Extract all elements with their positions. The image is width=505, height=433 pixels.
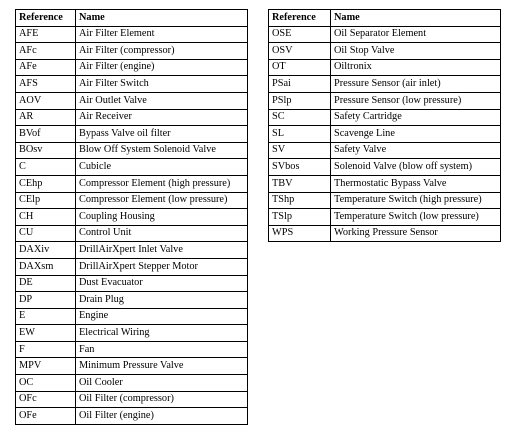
- reference-cell: DE: [16, 275, 76, 292]
- reference-cell: CU: [16, 225, 76, 242]
- table-row: [269, 126, 501, 143]
- reference-cell: OFc: [16, 391, 76, 408]
- table-header-row: [16, 10, 248, 27]
- reference-cell: CElp: [16, 192, 76, 209]
- table-row: [16, 43, 248, 60]
- name-cell: Safety Cartridge: [331, 109, 501, 126]
- table-row: [269, 175, 501, 192]
- reference-cell: AOV: [16, 92, 76, 109]
- name-cell: Temperature Switch (high pressure): [331, 192, 501, 209]
- reference-cell: OFe: [16, 408, 76, 425]
- table-row: [16, 292, 248, 309]
- table-row: [269, 76, 501, 93]
- column-header-reference: Reference: [269, 10, 331, 27]
- reference-cell: SL: [269, 126, 331, 143]
- table-row: [269, 192, 501, 209]
- reference-cell: MPV: [16, 358, 76, 375]
- name-cell: Coupling Housing: [76, 209, 248, 226]
- name-cell: Air Outlet Valve: [76, 92, 248, 109]
- reference-cell: CH: [16, 209, 76, 226]
- table-row: [16, 308, 248, 325]
- table-row: [16, 358, 248, 375]
- name-cell: Temperature Switch (low pressure): [331, 209, 501, 226]
- name-cell: Oil Filter (compressor): [76, 391, 248, 408]
- reference-cell: AFc: [16, 43, 76, 60]
- table-row: [16, 192, 248, 209]
- table-row: [16, 59, 248, 76]
- name-cell: Compressor Element (high pressure): [76, 175, 248, 192]
- name-cell: Working Pressure Sensor: [331, 225, 501, 242]
- table-row: [16, 242, 248, 259]
- table-row: [16, 76, 248, 93]
- table-row: [16, 391, 248, 408]
- name-cell: Drain Plug: [76, 292, 248, 309]
- name-cell: Oil Filter (engine): [76, 408, 248, 425]
- reference-cell: AFe: [16, 59, 76, 76]
- name-cell: Scavenge Line: [331, 126, 501, 143]
- table-row: [16, 26, 248, 43]
- table-row: [269, 159, 501, 176]
- table-row: [16, 209, 248, 226]
- name-cell: Oil Stop Valve: [331, 43, 501, 60]
- reference-cell: E: [16, 308, 76, 325]
- table-row: [16, 92, 248, 109]
- reference-cell: DAXiv: [16, 242, 76, 259]
- reference-cell: OT: [269, 59, 331, 76]
- reference-cell: TBV: [269, 175, 331, 192]
- name-cell: Fan: [76, 341, 248, 358]
- reference-cell: TSlp: [269, 209, 331, 226]
- reference-cell: WPS: [269, 225, 331, 242]
- reference-cell: CEhp: [16, 175, 76, 192]
- name-cell: DrillAirXpert Inlet Valve: [76, 242, 248, 259]
- name-cell: Oiltronix: [331, 59, 501, 76]
- table-row: [269, 43, 501, 60]
- column-header-name: Name: [76, 10, 248, 27]
- table-row: [16, 159, 248, 176]
- reference-cell: DAXsm: [16, 258, 76, 275]
- reference-cell: EW: [16, 325, 76, 342]
- reference-cell: SV: [269, 142, 331, 159]
- reference-table-right: [268, 9, 501, 242]
- name-cell: Air Filter (engine): [76, 59, 248, 76]
- name-cell: Air Filter Switch: [76, 76, 248, 93]
- reference-cell: AFS: [16, 76, 76, 93]
- name-cell: Solenoid Valve (blow off system): [331, 159, 501, 176]
- name-cell: Cubicle: [76, 159, 248, 176]
- table-row: [16, 109, 248, 126]
- table-row: [269, 26, 501, 43]
- reference-cell: F: [16, 341, 76, 358]
- reference-cell: PSai: [269, 76, 331, 93]
- table-row: [16, 275, 248, 292]
- reference-cell: TShp: [269, 192, 331, 209]
- reference-cell: C: [16, 159, 76, 176]
- name-cell: DrillAirXpert Stepper Motor: [76, 258, 248, 275]
- table-row: [16, 341, 248, 358]
- name-cell: Safety Valve: [331, 142, 501, 159]
- table-row: [269, 59, 501, 76]
- reference-cell: AR: [16, 109, 76, 126]
- table-row: [16, 175, 248, 192]
- table-row: [16, 142, 248, 159]
- table-row: [269, 109, 501, 126]
- table-row: [269, 209, 501, 226]
- name-cell: Pressure Sensor (air inlet): [331, 76, 501, 93]
- table-row: [269, 225, 501, 242]
- reference-table-left: [15, 9, 248, 425]
- table-row: [16, 225, 248, 242]
- name-cell: Compressor Element (low pressure): [76, 192, 248, 209]
- table-row: [16, 375, 248, 392]
- name-cell: Minimum Pressure Valve: [76, 358, 248, 375]
- table-header-row: [269, 10, 501, 27]
- column-header-reference: Reference: [16, 10, 76, 27]
- name-cell: Blow Off System Solenoid Valve: [76, 142, 248, 159]
- reference-cell: OSE: [269, 26, 331, 43]
- name-cell: Electrical Wiring: [76, 325, 248, 342]
- name-cell: Thermostatic Bypass Valve: [331, 175, 501, 192]
- table-row: [269, 142, 501, 159]
- name-cell: Engine: [76, 308, 248, 325]
- reference-cell: SVbos: [269, 159, 331, 176]
- table-row: [16, 258, 248, 275]
- column-header-name: Name: [331, 10, 501, 27]
- name-cell: Pressure Sensor (low pressure): [331, 92, 501, 109]
- table-row: [16, 126, 248, 143]
- reference-cell: BVof: [16, 126, 76, 143]
- name-cell: Oil Separator Element: [331, 26, 501, 43]
- reference-cell: AFE: [16, 26, 76, 43]
- name-cell: Control Unit: [76, 225, 248, 242]
- reference-cell: BOsv: [16, 142, 76, 159]
- name-cell: Oil Cooler: [76, 375, 248, 392]
- reference-cell: DP: [16, 292, 76, 309]
- table-row: [269, 92, 501, 109]
- name-cell: Dust Evacuator: [76, 275, 248, 292]
- name-cell: Air Filter Element: [76, 26, 248, 43]
- reference-cell: PSlp: [269, 92, 331, 109]
- reference-cell: OSV: [269, 43, 331, 60]
- name-cell: Air Receiver: [76, 109, 248, 126]
- table-row: [16, 408, 248, 425]
- table-row: [16, 325, 248, 342]
- reference-cell: SC: [269, 109, 331, 126]
- name-cell: Air Filter (compressor): [76, 43, 248, 60]
- name-cell: Bypass Valve oil filter: [76, 126, 248, 143]
- reference-cell: OC: [16, 375, 76, 392]
